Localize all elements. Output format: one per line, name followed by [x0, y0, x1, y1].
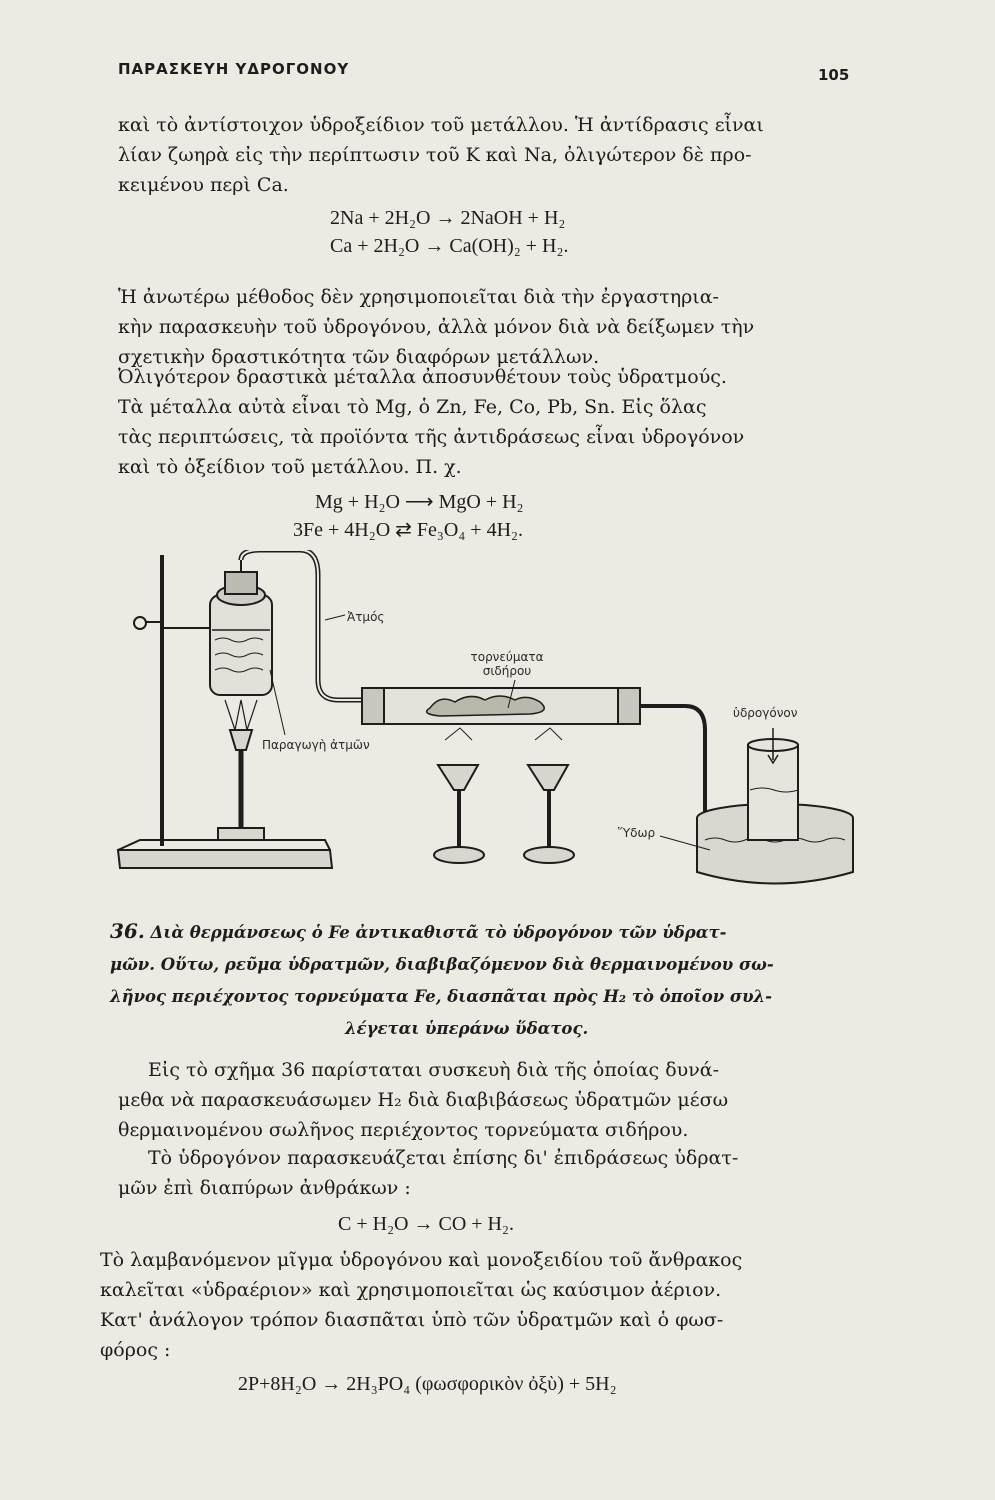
bunsen-burner — [218, 730, 264, 840]
text-line: Κατ' ἀνάλογον τρόπον διασπᾶται ὑπὸ τῶν ὑδρατμῶν καὶ ὁ φωσ- — [100, 1309, 724, 1331]
text-line: καὶ τὸ ἀντίστοιχον ὑδροξείδιον τοῦ μετάλλου. Ἡ ἀντίδρασις εἶναι — [118, 114, 764, 136]
paragraph-6 — [100, 1245, 840, 1365]
flame — [225, 700, 257, 730]
hydrogen-label: ὑδρογόνον — [733, 706, 798, 720]
combustion-tube — [362, 688, 640, 724]
paragraph-2 — [118, 282, 858, 372]
equation-iron: 3Fe + 4H₂O ⇄ Fe₃O₄ + 4H₂. — [293, 519, 523, 541]
text-line: Τὸ ὑδρογόνον παρασκευάζεται ἐπίσης δι' ἐπιδράσεως ὑδρατ- — [148, 1147, 739, 1169]
equation-calcium: Ca + 2H₂O → Ca(OH)₂ + H₂. — [330, 235, 569, 257]
gas-collecting-jar — [748, 728, 798, 840]
text-line: καὶ τὸ ὀξείδιον τοῦ μετάλλου. Π. χ. — [118, 456, 462, 478]
paragraph-3 — [118, 362, 858, 482]
running-header: ΠΑΡΑΣΚΕΥΗ ΥΔΡΟΓΟΝΟΥ — [118, 60, 350, 78]
caption-line: μῶν. Οὕτω, ρεῦμα ὑδρατμῶν, διαβιβαζόμενον διὰ θερμαινομένου σω- — [110, 955, 774, 974]
caption-line: λῆνος περιέχοντος τορνεύματα Fe, διασπᾶται πρὸς H₂ τὸ ὁποῖον συλ- — [110, 987, 772, 1006]
figure-number: 36. — [110, 919, 145, 943]
label-line: σιδήρου — [482, 664, 532, 678]
water-label: Ὕδωρ — [618, 826, 656, 840]
caption-line: λέγεται ὑπεράνω ὕδατος. — [345, 1019, 589, 1038]
clamp — [135, 616, 218, 630]
text-line: Τὸ λαμβανόμενον μῖγμα ὑδρογόνου καὶ μονοξειδίου τοῦ ἄνθρακος — [100, 1249, 743, 1271]
paragraph-4 — [118, 1055, 858, 1145]
iron-turnings — [427, 696, 545, 716]
text-line: φόρος : — [100, 1339, 171, 1361]
tube-burner-left — [434, 728, 484, 863]
equation-phosphorus: 2P+8H₂O → 2H₃PO₄ (φωσφορικὸν ὀξὺ) + 5H₂ — [238, 1373, 617, 1395]
text-line: Ἡ ἀνωτέρω μέθοδος δὲν χρησιμοποιεῖται διὰ τὴν ἐργαστηρια- — [118, 286, 719, 308]
paragraph-1 — [118, 110, 858, 200]
text-line: Τὰ μέταλλα αὐτὰ εἶναι τὸ Mg, ὁ Zn, Fe, Co, Pb, Sn. Εἰς ὅλας — [118, 396, 707, 418]
text-line: θερμαινομένου σωλῆνος περιέχοντος τορνεύματα σιδήρου. — [118, 1119, 689, 1141]
text-line: καλεῖται «ὑδραέριον» καὶ χρησιμοποιεῖται ὡς καύσιμον ἀέριον. — [100, 1279, 722, 1301]
text-line: κὴν παρασκευὴν τοῦ ὑδρογόνου, ἀλλὰ μόνον διὰ νὰ δείξωμεν τὴν — [118, 316, 755, 338]
iron-turnings-label — [462, 650, 552, 678]
text-line: σχετικὴν δραστικότητα τῶν διαφόρων μετάλλων. — [118, 346, 600, 368]
apparatus-figure — [100, 550, 860, 905]
steam-generator-flask — [210, 560, 272, 695]
steam-production-label: Παραγωγὴ ἀτμῶν — [262, 738, 370, 752]
equation-carbon: C + H₂O → CO + H₂. — [338, 1213, 514, 1235]
label-line: τορνεύματα — [470, 650, 544, 664]
text-line: Εἰς τὸ σχῆμα 36 παρίσταται συσκευὴ διὰ τῆς ὁποίας δυνά- — [148, 1059, 720, 1081]
stand-base — [118, 850, 332, 868]
paragraph-5 — [118, 1143, 858, 1203]
text-line: μεθα νὰ παρασκευάσωμεν H₂ διὰ διαβιβάσεως ὑδρατμῶν μέσω — [118, 1089, 729, 1111]
tube-burner-right — [524, 728, 574, 863]
page-number: 105 — [818, 66, 850, 84]
text-line: λίαν ζωηρὰ εἰς τὴν περίπτωσιν τοῦ K καὶ Na, ὀλιγώτερον δὲ προ- — [118, 144, 752, 166]
equation-sodium: 2Na + 2H₂O → 2NaOH + H₂ — [330, 207, 566, 229]
equation-magnesium: Mg + H₂O ⟶ MgO + H₂ — [315, 491, 524, 513]
steam-label: Ἀτμός — [347, 610, 385, 624]
caption-text: Διὰ θερμάνσεως ὁ Fe ἀντικαθιστᾶ τὸ ὑδρογόνον τῶν ὑδρατ- — [150, 923, 727, 942]
text-line: Ὀλιγότερον δραστικὰ μέταλλα ἀποσυνθέτουν τοὺς ὑδρατμούς. — [118, 366, 727, 388]
text-line: μῶν ἐπὶ διαπύρων ἀνθράκων : — [118, 1177, 411, 1199]
caption-line — [110, 915, 850, 949]
text-line: τὰς περιπτώσεις, τὰ προϊόντα τῆς ἀντιδράσεως εἶναι ὑδρογόνον — [118, 426, 745, 448]
text-line: κειμένου περὶ Ca. — [118, 174, 289, 196]
figure-caption — [110, 915, 850, 1045]
